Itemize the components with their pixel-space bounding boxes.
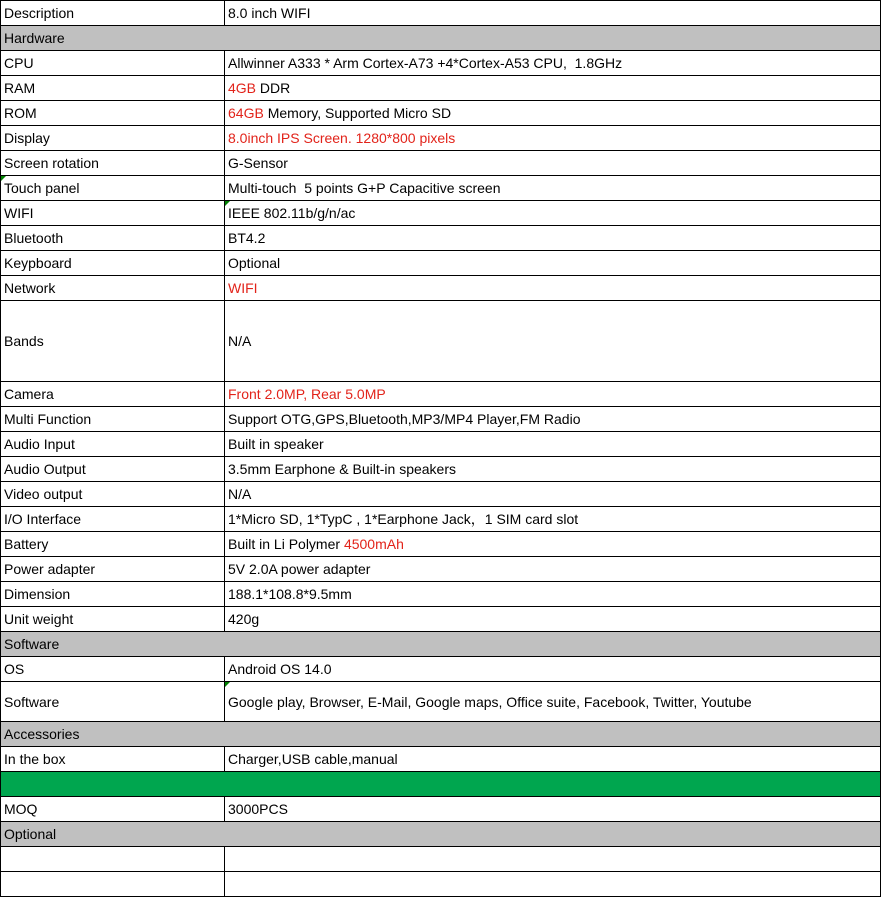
spec-row xyxy=(1,226,881,251)
spec-label: ROM xyxy=(1,101,225,126)
section-header xyxy=(1,722,881,747)
spec-row xyxy=(1,457,881,482)
spec-row xyxy=(1,582,881,607)
spec-row xyxy=(1,407,881,432)
spec-value: Support OTG,GPS,Bluetooth,MP3/MP4 Player,FM Radio xyxy=(225,407,881,432)
spec-label xyxy=(1,847,225,872)
spec-value: Allwinner A333 * Arm Cortex-A73 +4*Cortex-A53 CPU, 1.8GHz xyxy=(225,51,881,76)
section-title: Optional xyxy=(1,822,881,847)
spec-label: Display xyxy=(1,126,225,151)
spec-table-body xyxy=(1,1,881,897)
green-separator-row xyxy=(1,772,881,797)
spec-row xyxy=(1,1,881,26)
spec-label: Battery xyxy=(1,532,225,557)
spec-row xyxy=(1,51,881,76)
spec-value xyxy=(225,532,881,557)
spec-label: Screen rotation xyxy=(1,151,225,176)
spec-value: BT4.2 xyxy=(225,226,881,251)
section-header xyxy=(1,632,881,657)
highlighted-value-text: 4500mAh xyxy=(343,536,404,552)
section-header xyxy=(1,26,881,51)
spec-row xyxy=(1,872,881,897)
green-separator xyxy=(1,772,881,797)
section-header xyxy=(1,822,881,847)
spec-row xyxy=(1,101,881,126)
highlighted-value-text: WIFI xyxy=(228,280,258,296)
spec-label: Multi Function xyxy=(1,407,225,432)
spec-row xyxy=(1,557,881,582)
spec-row xyxy=(1,151,881,176)
value-text: Memory, Supported Micro SD xyxy=(263,105,452,121)
spec-value xyxy=(225,382,881,407)
highlighted-value-text: 64GB xyxy=(228,105,264,121)
spec-row xyxy=(1,76,881,101)
spec-label xyxy=(1,872,225,897)
spec-label: Bluetooth xyxy=(1,226,225,251)
spec-row xyxy=(1,657,881,682)
spec-value xyxy=(225,872,881,897)
spec-value xyxy=(225,101,881,126)
spec-label: Audio Input xyxy=(1,432,225,457)
spec-value: Google play, Browser, E-Mail, Google maps, Office suite, Facebook, Twitter, Youtube xyxy=(225,682,881,722)
spec-label: Video output xyxy=(1,482,225,507)
section-title: Hardware xyxy=(1,26,881,51)
spec-label: Bands xyxy=(1,301,225,382)
spec-row xyxy=(1,301,881,382)
spec-value xyxy=(225,847,881,872)
spec-label: WIFI xyxy=(1,201,225,226)
spec-row xyxy=(1,532,881,557)
spec-label: RAM xyxy=(1,76,225,101)
highlighted-value-text: Front 2.0MP, Rear 5.0MP xyxy=(228,386,386,402)
spec-value: Multi-touch 5 points G+P Capacitive screen xyxy=(225,176,881,201)
spec-label: Unit weight xyxy=(1,607,225,632)
spec-label: Audio Output xyxy=(1,457,225,482)
spec-row xyxy=(1,126,881,151)
spec-row xyxy=(1,276,881,301)
spec-row xyxy=(1,747,881,772)
spec-label: Network xyxy=(1,276,225,301)
spec-value: G-Sensor xyxy=(225,151,881,176)
spec-label: Description xyxy=(1,1,225,26)
spec-label: Keypboard xyxy=(1,251,225,276)
spec-row xyxy=(1,432,881,457)
spec-row xyxy=(1,507,881,532)
spec-value: N/A xyxy=(225,482,881,507)
spec-value: 420g xyxy=(225,607,881,632)
spec-label: Camera xyxy=(1,382,225,407)
spec-label: Touch panel xyxy=(1,176,225,201)
spec-row xyxy=(1,682,881,722)
section-title: Accessories xyxy=(1,722,881,747)
spec-value xyxy=(225,76,881,101)
spec-value xyxy=(225,126,881,151)
spec-value: 188.1*108.8*9.5mm xyxy=(225,582,881,607)
spec-value: Android OS 14.0 xyxy=(225,657,881,682)
spec-value: 3.5mm Earphone & Built-in speakers xyxy=(225,457,881,482)
spec-value: N/A xyxy=(225,301,881,382)
highlighted-value-text: 8.0inch IPS Screen. 1280*800 pixels xyxy=(228,130,456,146)
spec-row xyxy=(1,201,881,226)
spec-row xyxy=(1,251,881,276)
spec-label: In the box xyxy=(1,747,225,772)
spec-row xyxy=(1,797,881,822)
spec-value: 8.0 inch WIFI xyxy=(225,1,881,26)
highlighted-value-text: 4GB xyxy=(228,80,257,96)
value-text: DDR xyxy=(256,80,291,96)
value-text: Built in Li Polymer xyxy=(228,536,344,552)
spec-row xyxy=(1,847,881,872)
spec-value: Charger,USB cable,manual xyxy=(225,747,881,772)
spec-row xyxy=(1,382,881,407)
spec-label: Dimension xyxy=(1,582,225,607)
spec-value: 5V 2.0A power adapter xyxy=(225,557,881,582)
spec-label: Software xyxy=(1,682,225,722)
spec-label: I/O Interface xyxy=(1,507,225,532)
spec-value: Optional xyxy=(225,251,881,276)
spec-label: MOQ xyxy=(1,797,225,822)
spec-label: OS xyxy=(1,657,225,682)
spec-label: Power adapter xyxy=(1,557,225,582)
spec-label: CPU xyxy=(1,51,225,76)
spec-value: 1*Micro SD, 1*TypC , 1*Earphone Jack，1 SIM card slot xyxy=(225,507,881,532)
spec-row xyxy=(1,607,881,632)
spec-row xyxy=(1,482,881,507)
spec-value xyxy=(225,276,881,301)
spec-value: IEEE 802.11b/g/n/ac xyxy=(225,201,881,226)
spec-value: Built in speaker xyxy=(225,432,881,457)
spec-row xyxy=(1,176,881,201)
section-title: Software xyxy=(1,632,881,657)
spec-value: 3000PCS xyxy=(225,797,881,822)
